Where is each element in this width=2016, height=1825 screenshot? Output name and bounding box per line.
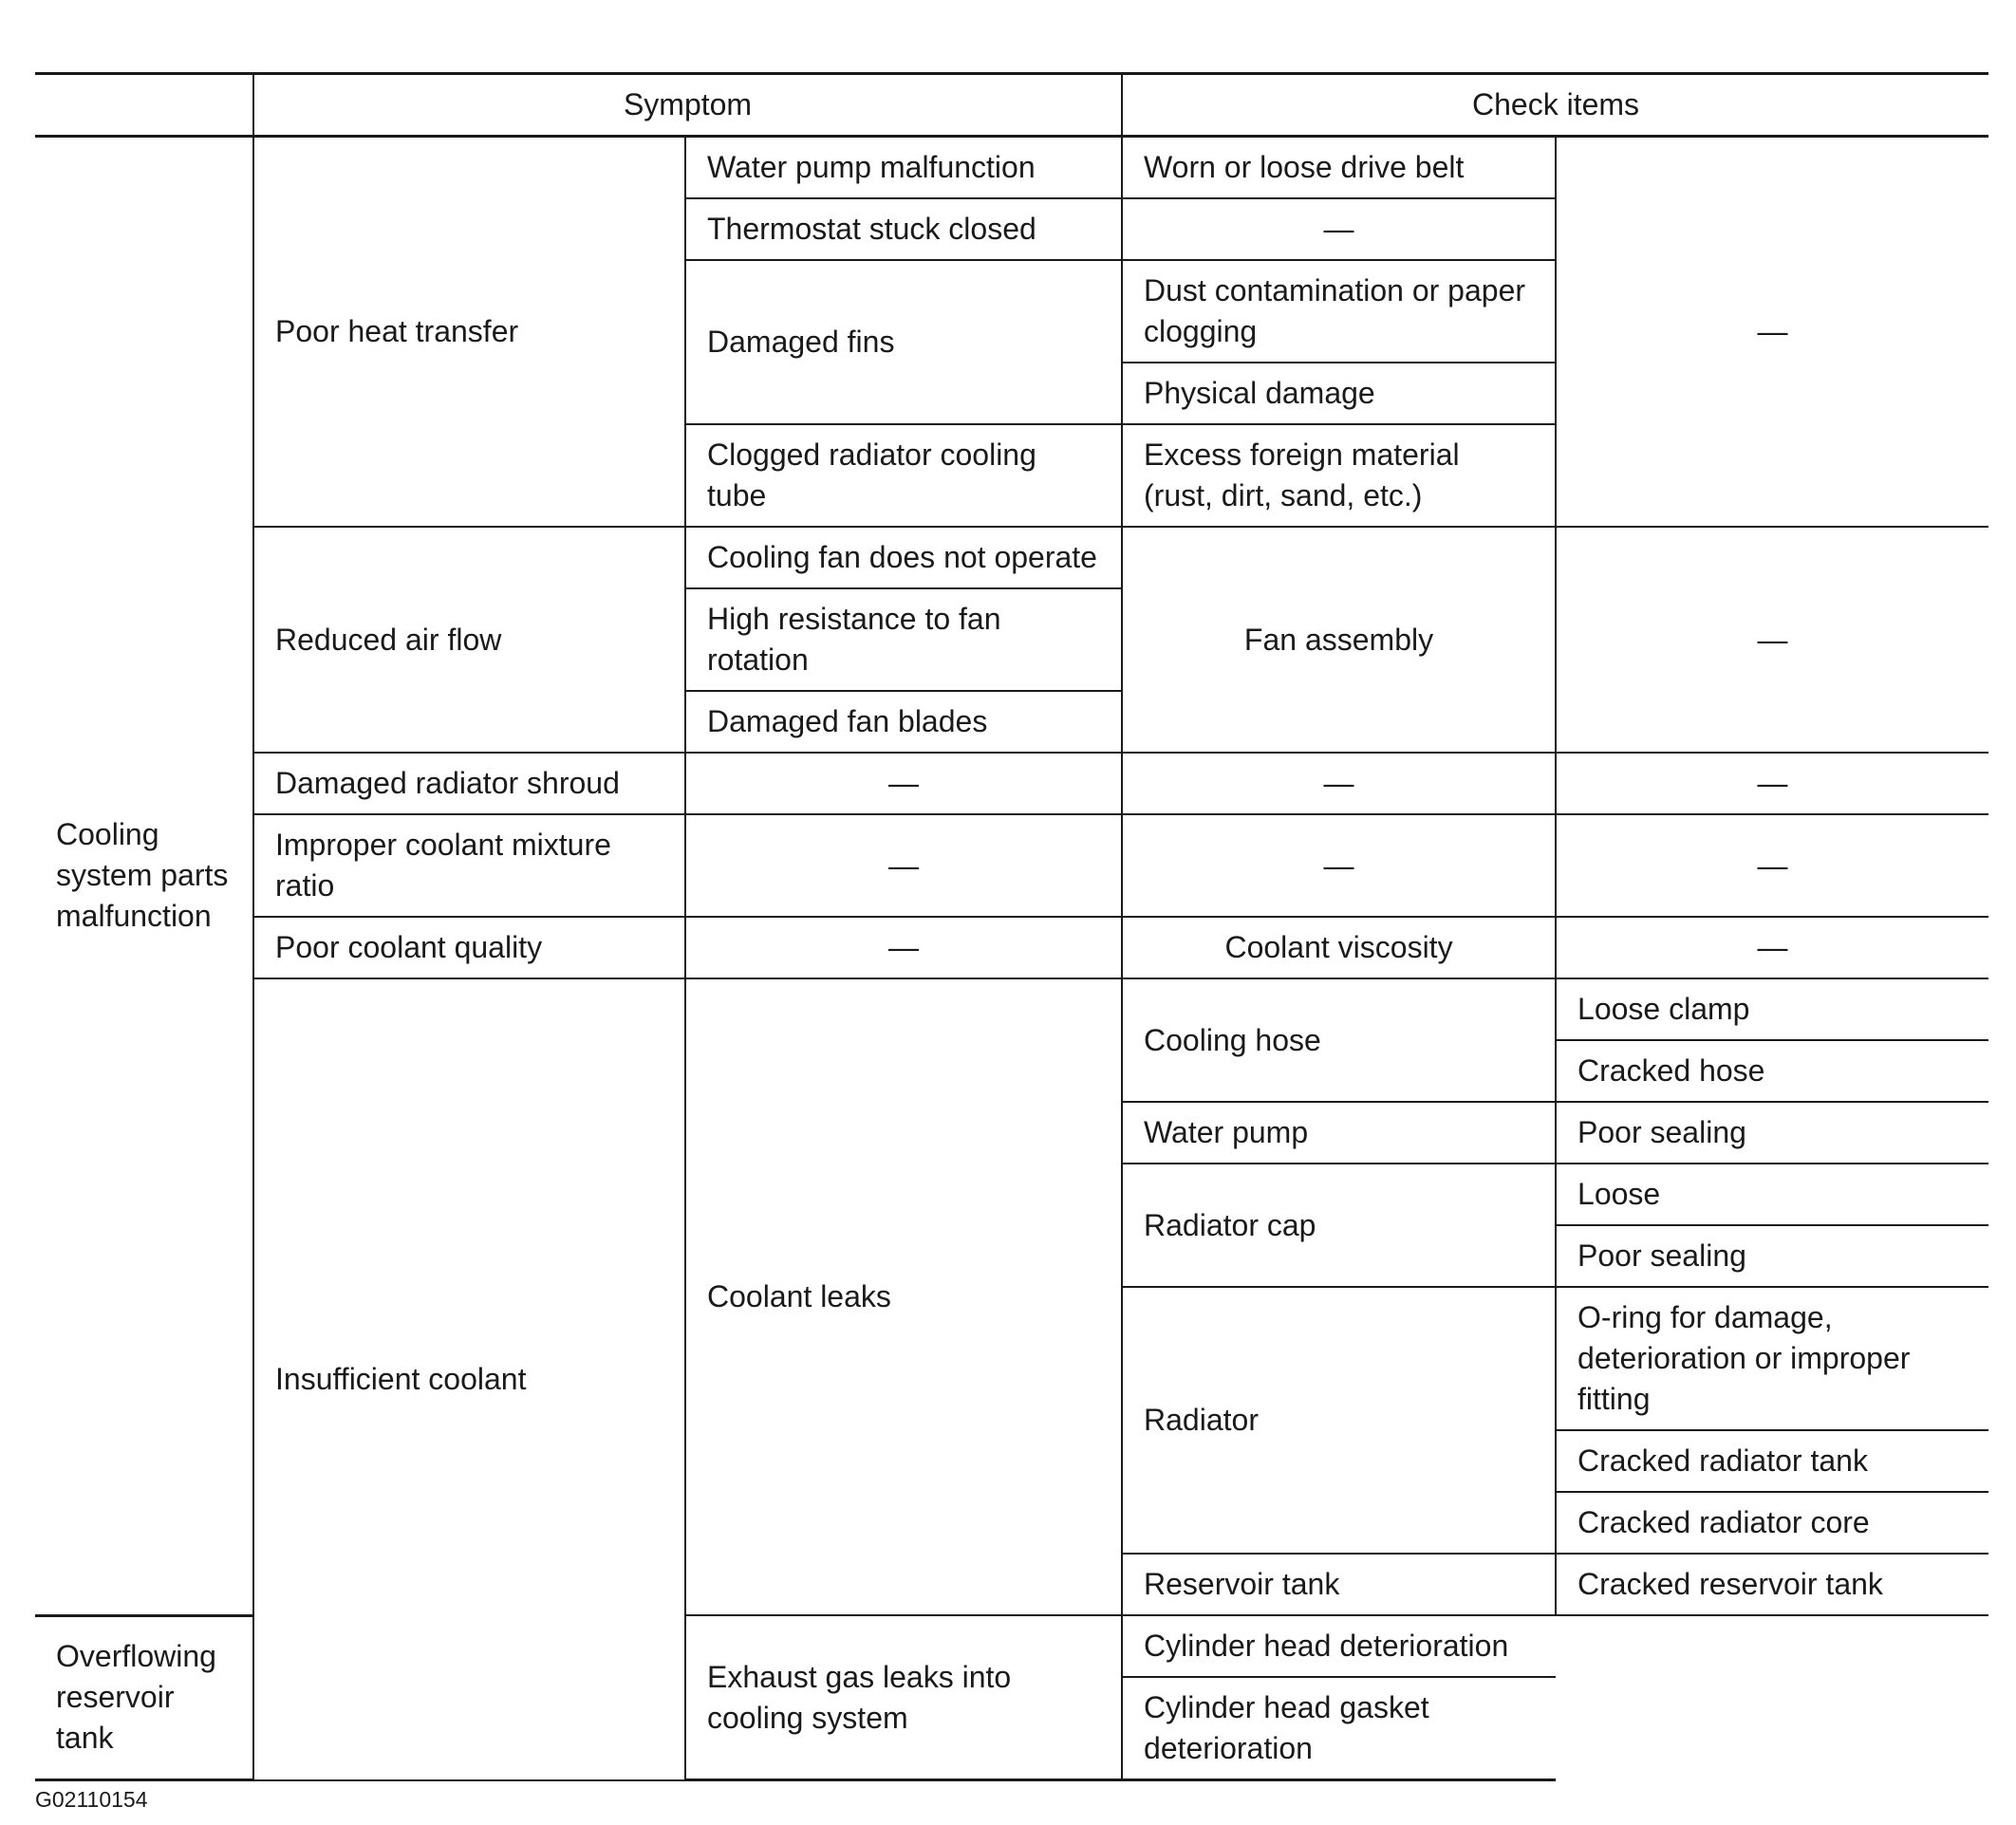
header-symptom: Symptom — [253, 74, 1122, 137]
check-physical: Physical damage — [1122, 363, 1556, 424]
check-worn-belt: Worn or loose drive belt — [1122, 137, 1556, 199]
check-water-pump: Water pump — [1122, 1102, 1556, 1164]
cause-overflowing: Overflowing reservoir tank — [35, 1615, 253, 1780]
check-cooling-hose: Cooling hose — [1122, 978, 1556, 1102]
check-radiator: Radiator — [1122, 1287, 1556, 1554]
symptom-shroud: Damaged radiator shroud — [253, 753, 685, 814]
dash-cell: — — [1556, 527, 1988, 753]
dash-cell: — — [1122, 814, 1556, 917]
cause-high-resistance: High resistance to fan rotation — [685, 588, 1122, 691]
figure-code: G02110154 — [35, 1787, 148, 1812]
dash-cell: — — [685, 917, 1122, 978]
check-dust: Dust contamination or paper clogging — [1122, 260, 1556, 363]
table-row — [35, 527, 1988, 588]
diagnosis-table — [35, 72, 1988, 1781]
check-reservoir: Reservoir tank — [1122, 1554, 1556, 1615]
check-cracked-tank: Cracked radiator tank — [1556, 1430, 1988, 1492]
cause-fan-not-operate: Cooling fan does not operate — [685, 527, 1122, 588]
table-row — [35, 137, 1988, 199]
check-oring: O-ring for damage, deterioration or improper fitting — [1556, 1287, 1988, 1430]
check-cylinder-head: Cylinder head deterioration — [1122, 1615, 1556, 1677]
cause-damaged-fins: Damaged fins — [685, 260, 1122, 424]
header-row — [35, 74, 1988, 137]
check-poor-sealing: Poor sealing — [1556, 1102, 1988, 1164]
check-exhaust: Exhaust gas leaks into cooling system — [685, 1615, 1122, 1780]
dash-cell: — — [1556, 814, 1988, 917]
symptom-reduced-air-flow: Reduced air flow — [253, 527, 685, 753]
symptom-poor-heat-transfer: Poor heat transfer — [253, 137, 685, 528]
header-check-items: Check items — [1122, 74, 1988, 137]
check-poor-sealing: Poor sealing — [1556, 1225, 1988, 1287]
cause-coolant-leaks: Coolant leaks — [685, 978, 1122, 1615]
cause-thermostat: Thermostat stuck closed — [685, 198, 1122, 260]
check-loose-clamp: Loose clamp — [1556, 978, 1988, 1040]
dash-cell: — — [685, 814, 1122, 917]
check-loose: Loose — [1556, 1164, 1988, 1225]
check-radiator-cap: Radiator cap — [1122, 1164, 1556, 1287]
symptom-insufficient: Insufficient coolant — [253, 978, 685, 1780]
cause-clogged-tube: Clogged radiator cooling tube — [685, 424, 1122, 527]
check-excess-material: Excess foreign material (rust, dirt, sand, etc.) — [1122, 424, 1556, 527]
dash-cell: — — [1556, 137, 1988, 528]
table-row — [35, 917, 1988, 978]
category-cell: Cooling system parts malfunction — [35, 137, 253, 1616]
dash-cell: — — [1556, 917, 1988, 978]
dash-cell: — — [685, 753, 1122, 814]
dash-cell: — — [1122, 198, 1556, 260]
table-row — [35, 978, 1988, 1040]
check-viscosity: Coolant viscosity — [1122, 917, 1556, 978]
dash-cell: — — [1122, 753, 1556, 814]
cause-damaged-blades: Damaged fan blades — [685, 691, 1122, 753]
header-blank — [35, 74, 253, 137]
check-cylinder-gasket: Cylinder head gasket deterioration — [1122, 1677, 1556, 1780]
cause-water-pump-malfunction: Water pump malfunction — [685, 137, 1122, 199]
table-row — [35, 753, 1988, 814]
check-cracked-reservoir: Cracked reservoir tank — [1556, 1554, 1988, 1615]
symptom-mixture: Improper coolant mixture ratio — [253, 814, 685, 917]
check-fan-assembly: Fan assembly — [1122, 527, 1556, 753]
table-row — [35, 814, 1988, 917]
dash-cell: — — [1556, 753, 1988, 814]
diagnosis-table-container — [35, 72, 1988, 1781]
check-cracked-hose: Cracked hose — [1556, 1040, 1988, 1102]
check-cracked-core: Cracked radiator core — [1556, 1492, 1988, 1554]
symptom-quality: Poor coolant quality — [253, 917, 685, 978]
